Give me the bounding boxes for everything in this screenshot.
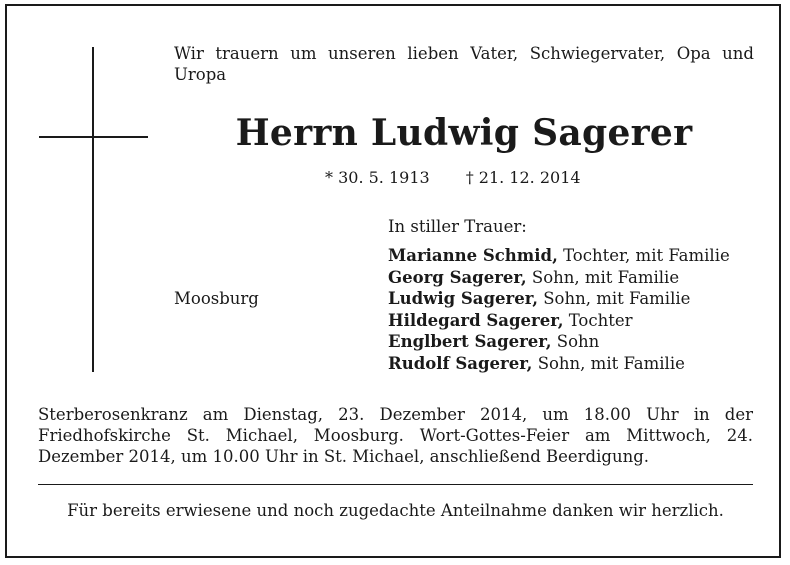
family-member (388, 267, 730, 289)
cross-icon-vertical (92, 47, 94, 372)
cross-icon-horizontal (39, 136, 148, 138)
deceased-name: Herrn Ludwig Sagerer (235, 112, 693, 154)
member-relation: Tochter, mit Familie (563, 246, 730, 265)
divider (38, 484, 753, 485)
intro-text: Wir trauern um unseren lieben Vater, Schwiegervater, Opa und Uropa (174, 44, 754, 84)
service-info: Sterberosenkranz am Dienstag, 23. Dezember 2014, um 18.00 Uhr in der Friedhofskirche St. Michael, Moosburg. Wort-Gottes-Feier am Mittwoch, 24. Dezember 2014, um 10.00 Uhr in St. Michael, anschließend Beerdigung. (38, 405, 753, 466)
member-relation: Sohn, mit Familie (531, 267, 680, 287)
member-relation: Sohn (556, 332, 600, 351)
family-member (388, 353, 730, 375)
member-name: Rudolf Sagerer, (388, 353, 533, 373)
birth-date: * 30. 5. 1913 (325, 168, 430, 187)
mourning-label: In stiller Trauer: (388, 217, 527, 236)
member-name: Ludwig Sagerer, (388, 289, 538, 308)
member-name: Englbert Sagerer, (388, 332, 552, 351)
member-relation: Sohn, mit Familie (543, 289, 691, 308)
death-date: † 21. 12. 2014 (465, 168, 581, 187)
member-name: Hildegard Sagerer, (388, 310, 564, 330)
thanks-text: Für bereits erwiesene und noch zugedachte Anteilnahme danken wir herzlich. (67, 501, 724, 520)
family-member (388, 245, 730, 267)
member-name: Georg Sagerer, (388, 267, 527, 287)
family-member (388, 310, 730, 332)
family-member (388, 288, 730, 310)
member-relation: Sohn, mit Familie (537, 353, 685, 373)
family-member (388, 331, 730, 353)
member-relation: Tochter (568, 310, 633, 330)
member-name: Marianne Schmid, (388, 246, 558, 265)
life-dates (325, 168, 581, 187)
place: Moosburg (174, 289, 259, 308)
family-list (388, 245, 730, 374)
